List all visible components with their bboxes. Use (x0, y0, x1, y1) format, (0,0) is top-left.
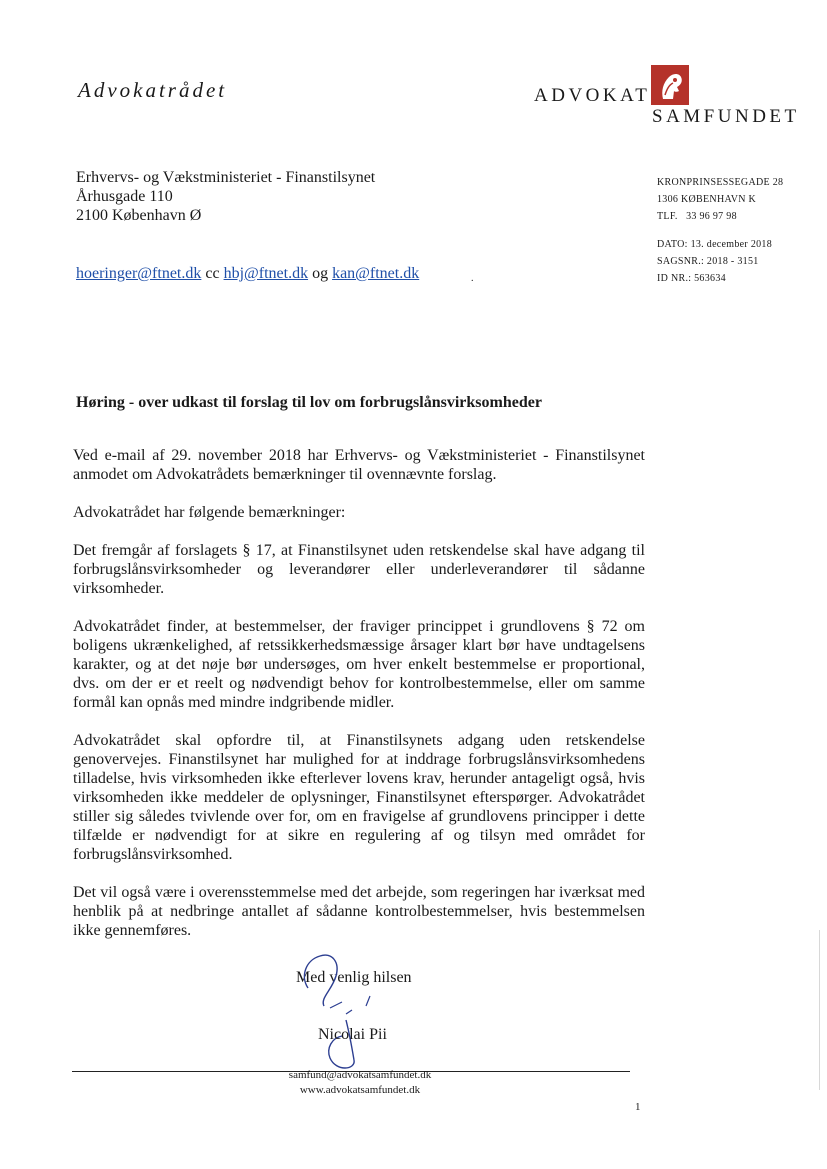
logo-text-advokat: ADVOKAT (534, 85, 651, 106)
letter-title: Høring - over udkast til forslag til lov om forbrugslånsvirksomheder (76, 394, 542, 411)
body-paragraph: Advokatrådet finder, at bestemmelser, der fraviger princippet i grundlovens § 72 om boligens ukrænkelighed, af retssikkerhedsmæssige årsager klart bør have undtagelsens karakter, og at det nøje bør undersøges, om hver enkelt bestemmelse er proportional, dvs. om der er et reelt og nødvendigt behov for kontrolbestemmelse, eller om samme formål kan opnås med mindre indgribende midler. (73, 618, 645, 711)
page-number: 1 (635, 1101, 641, 1113)
council-name: Advokatrådet (78, 78, 228, 102)
email-recipients (76, 265, 419, 283)
advokatsamfundet-logo-icon (651, 65, 689, 105)
sender-address (657, 174, 783, 225)
logo-text-samfundet: SAMFUNDET (652, 106, 800, 127)
cc-label: cc (205, 265, 220, 282)
body-paragraph: Ved e-mail af 29. november 2018 har Erhvervs- og Vækstministeriet - Finanstilsynet anmodet om Advokatrådets bemærkninger til ovennævnte forslag. (73, 447, 645, 483)
body-paragraph: Advokatrådet har følgende bemærkninger: (73, 504, 346, 521)
stray-dot: . (471, 273, 474, 284)
body-paragraph: Det vil også være i overensstemmelse med det arbejde, som regeringen har iværksat med henblik på at nedbringe antallet af sådanne kontrolbestemmelser, hvis bestemmelsen ikke gennemføres. (73, 884, 645, 939)
recipient-line: Erhvervs- og Vækstministeriet - Finanstilsynet (76, 169, 376, 186)
body-paragraph: Advokatrådet skal opfordre til, at Finanstilsynets adgang uden retskendelse genovervejes. Finanstilsynet har mulighed for at inddrage forbrugslånsvirksomhedens tilladelse, hvis virksomheden ikke efterlever lovens krav, herunder antageligt også, hvis virksomheden ikke meddeler de oplysninger, Finanstilsynet efterspørger. Advokatrådet stiller sig således tvivlende over for, om en fravigelse af grundlovens principper i dette tilfælde er nødvendigt for at sikre en regulering af og tilsyn med området for forbrugslånsvirksomhed. (73, 732, 645, 863)
recipient-line: 2100 København Ø (76, 207, 202, 224)
handwritten-signature (296, 948, 396, 1078)
sender-city: 1306 KØBENHAVN K (657, 194, 757, 205)
letter-meta (657, 236, 772, 287)
body-paragraph: Det fremgår af forslagets § 17, at Finanstilsynet uden retskendelse skal have adgang til forbrugslånsvirksomheder og leverandører eller underleverandører til sådanne virksomheder. (73, 542, 645, 597)
footer-website: www.advokatsamfundet.dk (299, 1084, 421, 1096)
email-link-primary[interactable]: hoeringer@ftnet.dk (76, 265, 202, 282)
letter-date: DATO: 13. december 2018 (657, 239, 773, 250)
closing-greeting: Med venlig hilsen (296, 969, 412, 986)
footer-email: samfund@advokatsamfundet.dk (288, 1069, 432, 1081)
and-label: og (312, 265, 329, 282)
sender-street: KRONPRINSESSEGADE 28 (657, 177, 784, 188)
letter-body (73, 446, 645, 959)
scan-edge (819, 930, 820, 1090)
id-number: ID NR.: 563634 (657, 273, 726, 284)
signer-name: Nicolai Pii (318, 1026, 387, 1043)
recipient-line: Århusgade 110 (76, 188, 173, 205)
case-number: SAGSNR.: 2018 - 3151 (657, 256, 759, 267)
email-link-cc2[interactable]: kan@ftnet.dk (332, 265, 420, 282)
sender-phone: TLF. 33 96 97 98 (657, 211, 737, 222)
recipient-address (76, 168, 375, 225)
email-link-cc1[interactable]: hbj@ftnet.dk (223, 265, 309, 282)
